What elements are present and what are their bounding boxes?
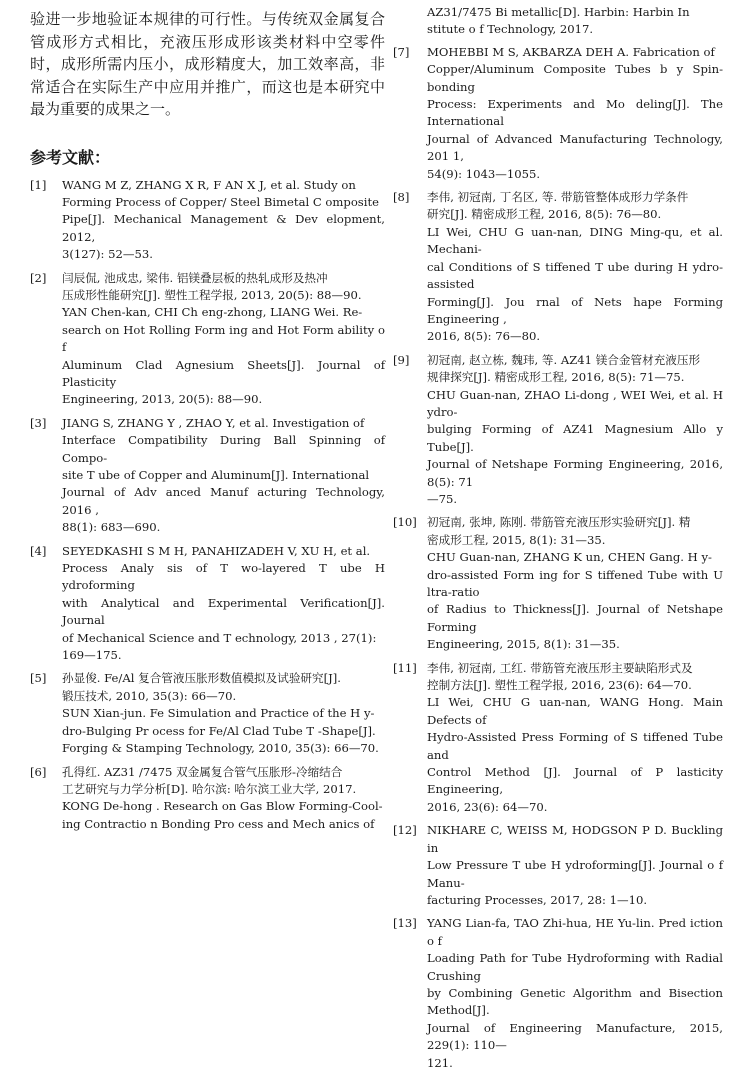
reference-line: 3(127): 52—53.: [62, 247, 153, 262]
reference-number: [13]: [393, 916, 417, 931]
reference-number: [3]: [30, 415, 47, 430]
reference-line: Journal of Advanced Manufacturing Technology, 201 1,: [427, 131, 723, 164]
reference-line: Process Analy sis of T wo-layered T ube H ydroforming: [62, 561, 385, 593]
reference-line: Copper/Aluminum Composite Tubes b y Spin-bonding: [427, 62, 723, 94]
reference-12: [393, 822, 723, 909]
reference-line: Interface Compatibility During Ball Spinning of Compo-: [62, 433, 385, 465]
left-column: [30, 0, 385, 839]
reference-line: AZ31/7475 Bi metallic[D]. Harbin: Harbin In stitute o f: [427, 5, 690, 37]
reference-line: 李伟, 初冠南, 丁名区, 等. 带筋管整体成形力学条件: [427, 190, 689, 205]
reference-line: LI Wei, CHU G uan-nan, WANG Hong. Main Defects of: [427, 695, 723, 727]
reference-line: YAN Chen-kan, CHI Ch eng-zhong, LIANG Wei. Re-: [62, 305, 363, 320]
reference-line: 锻压技术, 2010, 35(3): 66—70.: [62, 688, 237, 703]
reference-line: Engineering, 2013, 20(5): 88—90.: [62, 392, 263, 407]
reference-line: 初冠南, 赵立栋, 魏玮, 等. AZ41 镁合金管材充液压形: [427, 352, 701, 367]
reference-line: 2016, 8(5): 76—80.: [427, 329, 541, 344]
reference-number: [4]: [30, 543, 47, 558]
reference-13: [393, 915, 723, 1072]
reference-line: dro-Bulging Pr ocess for Fe/Al Clad Tube T -Shape[J].: [62, 723, 376, 738]
reference-line: Aluminum Clad Agnesium Sheets[J]. Journal of Plasticity: [62, 357, 385, 389]
reference-line: dro-assisted Form ing for S tiffened Tube with U ltra-ratio: [427, 567, 723, 599]
reference-line: KONG De-hong . Research on Gas Blow Forming-Cool-: [62, 799, 383, 814]
reference-line: CHU Guan-nan, ZHANG K un, CHEN Gang. H y-: [427, 550, 712, 565]
reference-line: Journal of Adv anced Manuf acturing Technology, 2016 ,: [62, 485, 385, 517]
reference-line: Journal of Netshape Forming Engineering, 2016, 8(5): 71: [427, 457, 723, 489]
reference-line: Process: Experiments and Mo deling[J]. The International: [427, 97, 723, 129]
reference-number: [2]: [30, 270, 47, 285]
reference-line: 研究[J]. 精密成形工程, 2016, 8(5): 76—80.: [427, 207, 662, 222]
reference-line: 2016, 23(6): 64—70.: [427, 799, 548, 814]
reference-line: 孔得红. AZ31 /7475 双金属复合管气压胀形-冷缩结合: [62, 764, 343, 779]
reference-line: Control Method [J]. Journal of P lasticity Engineering,: [427, 765, 723, 797]
reference-line: Technology, 2017.: [487, 22, 594, 37]
reference-line: Engineering, 2015, 8(1): 31—35.: [427, 637, 620, 652]
reference-line: JIANG S, ZHANG Y , ZHAO Y, et al. Investigation of: [62, 415, 365, 430]
reference-line: facturing Processes, 2017, 28: 1—10.: [427, 892, 648, 907]
reference-line: —75.: [427, 491, 458, 506]
reference-11: [393, 660, 723, 817]
reference-line: Low Pressure T ube H ydroforming[J]. Journal o f Manu-: [427, 858, 723, 890]
reference-number: [11]: [393, 660, 417, 675]
reference-line: 88(1): 683—690.: [62, 520, 161, 535]
reference-line: 孙显俊. Fe/Al 复合管液压胀形数值模拟及试验研究[J].: [62, 671, 341, 686]
reference-line: 李伟, 初冠南, 工红. 带筋管充液压形主要缺陷形式及: [427, 660, 693, 675]
reference-line: Pipe[J]. Mechanical Management & Dev elopment, 2012,: [62, 212, 385, 244]
reference-line: 规律探究[J]. 精密成形工程, 2016, 8(5): 71—75.: [427, 370, 685, 385]
reference-line: 121.: [427, 1055, 453, 1070]
reference-line: MOHEBBI M S, AKBARZA DEH A. Fabrication of: [427, 44, 715, 59]
reference-line: by Combining Genetic Algorithm and Bisection Method[J].: [427, 985, 723, 1018]
reference-line: 初冠南, 张坤, 陈刚. 带筋管充液压形实验研究[J]. 精: [427, 515, 691, 530]
reference-2: [30, 270, 385, 409]
reference-line: bulging Forming of AZ41 Magnesium Allo y Tube[J].: [427, 422, 723, 454]
reference-line: YANG Lian-fa, TAO Zhi-hua, HE Yu-lin. Pred iction o f: [427, 916, 723, 948]
reference-line: of Radius to Thickness[J]. Journal of Netshape Forming: [427, 602, 723, 634]
reference-9: [393, 352, 723, 509]
reference-line: search on Hot Rolling Form ing and Hot Form ability o f: [62, 322, 385, 355]
reference-line: Forming Process of Copper/ Steel Bimetal C omposite: [62, 194, 379, 209]
reference-line: Forging & Stamping Technology, 2010, 35(3): 66—70.: [62, 741, 379, 756]
reference-line: Forming[J]. Jou rnal of Nets hape Forming Engineering ,: [427, 294, 723, 326]
reference-6-continuation: [393, 0, 723, 39]
reference-line: site T ube of Copper and Aluminum[J]. International: [62, 468, 370, 482]
reference-line: ing Contractio n Bonding Pro cess and Mech anics of: [62, 816, 375, 831]
reference-line: 54(9): 1043—1055.: [427, 166, 541, 181]
reference-line: of Mechanical Science and T echnology, 2013 , 27(1):: [62, 630, 377, 645]
intro-paragraph: 验进一步地验证本规律的可行性。与传统双金属复合管成形方式相比，充液压形成形该类材料中空零件时，成形所需内压小，成形精度大，加工效率高，非常适合在实际生产中应用并推广，而这也是本研究中最为重要的成果之一。: [30, 10, 385, 118]
reference-line: cal Conditions of S tiffened T ube during H ydro-assisted: [427, 259, 723, 292]
reference-number: [12]: [393, 823, 417, 838]
reference-line: WANG M Z, ZHANG X R, F AN X J, et al. Study on: [62, 177, 356, 192]
reference-10: [393, 514, 723, 653]
reference-number: [10]: [393, 515, 417, 530]
reference-number: [8]: [393, 190, 410, 205]
reference-line: Loading Path for Tube Hydroforming with Radial Crushing: [427, 951, 723, 983]
reference-1: [30, 177, 385, 264]
reference-line: NIKHARE C, WEISS M, HODGSON P D. Buckling in: [427, 823, 723, 855]
reference-number: [5]: [30, 671, 47, 686]
reference-line: 169—175.: [62, 648, 122, 663]
reference-line: 压成形性能研究[J]. 塑性工程学报, 2013, 20(5): 88—90.: [62, 287, 362, 302]
reference-line: 密成形工程, 2015, 8(1): 31—35.: [427, 532, 606, 547]
reference-number: [9]: [393, 352, 410, 367]
reference-3: [30, 415, 385, 537]
reference-4: [30, 543, 385, 665]
reference-line: with Analytical and Experimental Verification[J]. Journal: [62, 595, 385, 628]
reference-line: SEYEDKASHI S M H, PANAHIZADEH V, XU H, et al.: [62, 543, 371, 558]
reference-number: [6]: [30, 764, 47, 779]
reference-number: [1]: [30, 177, 47, 192]
right-column: [393, 0, 723, 1078]
reference-line: Hydro-Assisted Press Forming of S tiffened Tube and: [427, 730, 723, 762]
reference-line: 控制方法[J]. 塑性工程学报, 2016, 23(6): 64—70.: [427, 678, 692, 693]
reference-line: 闫辰侃, 池成忠, 梁伟. 铝镁叠层板的热轧成形及热冲: [62, 270, 328, 285]
reference-line: LI Wei, CHU G uan-nan, DING Ming-qu, et al. Mechani-: [427, 224, 723, 257]
reference-number: [7]: [393, 44, 410, 59]
reference-line: 工艺研究与力学分析[D]. 哈尔滨: 哈尔滨工业大学, 2017.: [62, 781, 357, 796]
reference-7: [393, 44, 723, 183]
reference-line: CHU Guan-nan, ZHAO Li-dong , WEI Wei, et al. H ydro-: [427, 387, 723, 419]
reference-line: SUN Xian-jun. Fe Simulation and Practice of the H y-: [62, 706, 375, 721]
references-heading: 参考文献：: [30, 147, 111, 167]
reference-8: [393, 189, 723, 346]
reference-6: [30, 764, 385, 834]
reference-5: [30, 670, 385, 757]
reference-line: Journal of Engineering Manufacture, 2015, 229(1): 110—: [427, 1020, 723, 1053]
